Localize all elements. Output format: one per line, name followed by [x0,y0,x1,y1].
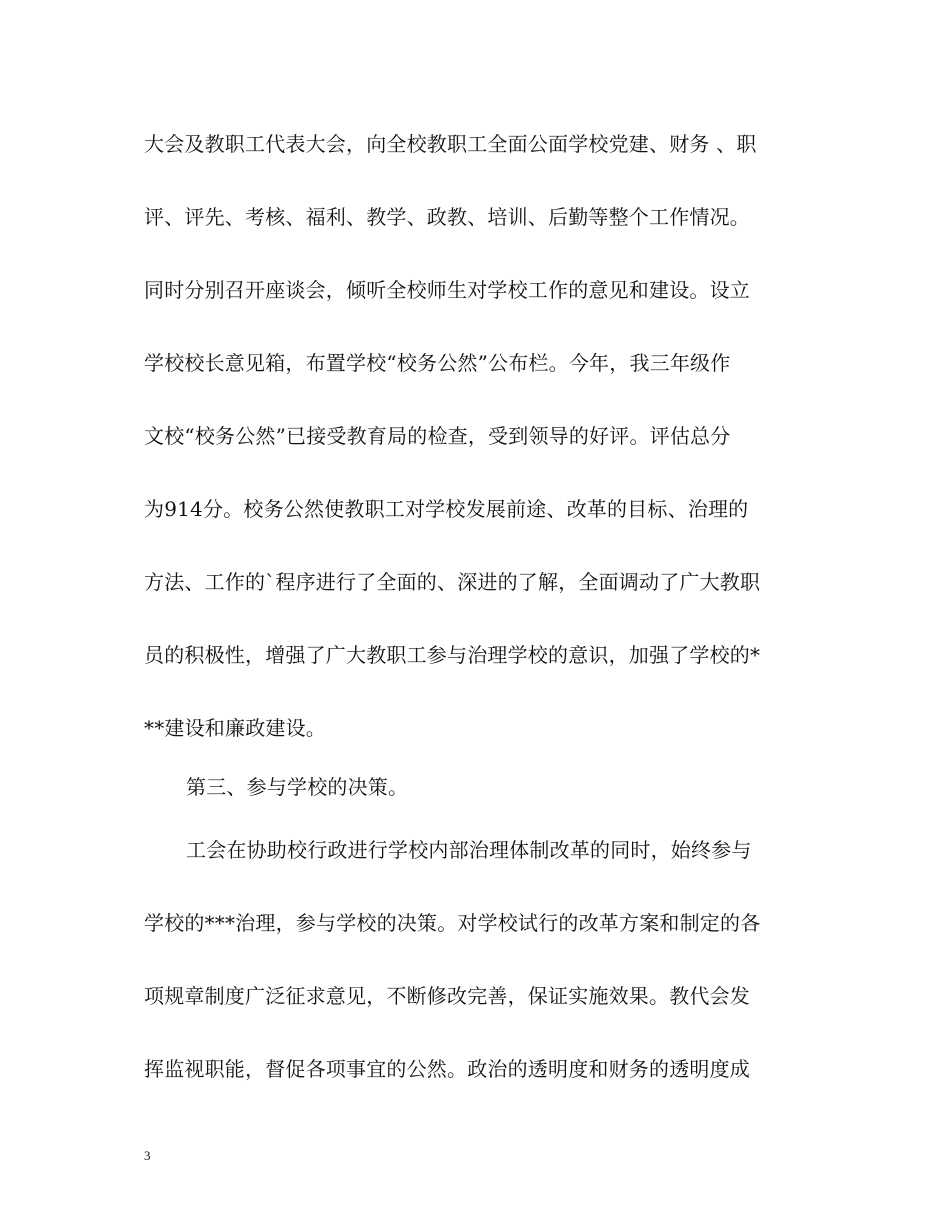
text-line-1: 大会及教职工代表大会，向全校教职工全面公面学校党建、财务 、职 [144,132,757,156]
page-number: 3 [144,1148,151,1163]
text-line-6: 为914分。校务公然使教职工对学校发展前途、改革的目标、治理的 [144,497,749,521]
section-heading: 第三、参与学校的决策。 [186,775,409,799]
text-line-3: 同时分别召开座谈会，倾听全校师生对学校工作的意见和建设。设立 [144,278,750,302]
text-line-5: 文校“校务公然”已接受教育局的检查，受到领导的好评。评估总分 [144,424,731,448]
text-line-11: 工会在协助校行政进行学校内部治理体制改革的同时，始终参与 [186,838,752,862]
text-line-12: 学校的***治理，参与学校的决策。对学校试行的改革方案和制定的各 [144,911,761,935]
text-line-2: 评、评先、考核、福利、教学、政教、培训、后勤等整个工作情况。 [144,205,750,229]
text-line-14: 挥监视职能，督促各项事宜的公然。政治的透明度和财务的透明度成 [144,1057,750,1081]
text-line-9: **建设和廉政建设。 [144,716,326,740]
text-line-4: 学校校长意见箱，布置学校“校务公然”公布栏。今年，我三年级作 [144,351,731,375]
text-line-13: 项规章制度广泛征求意见，不断修改完善，保证实施效果。教代会发 [144,984,750,1008]
text-line-7: 方法、工作的`程序进行了全面的、深进的了解，全面调动了广大教职 [144,570,761,594]
text-line-8: 员的积极性，增强了广大教职工参与治理学校的意识，加强了学校的* [144,643,761,667]
